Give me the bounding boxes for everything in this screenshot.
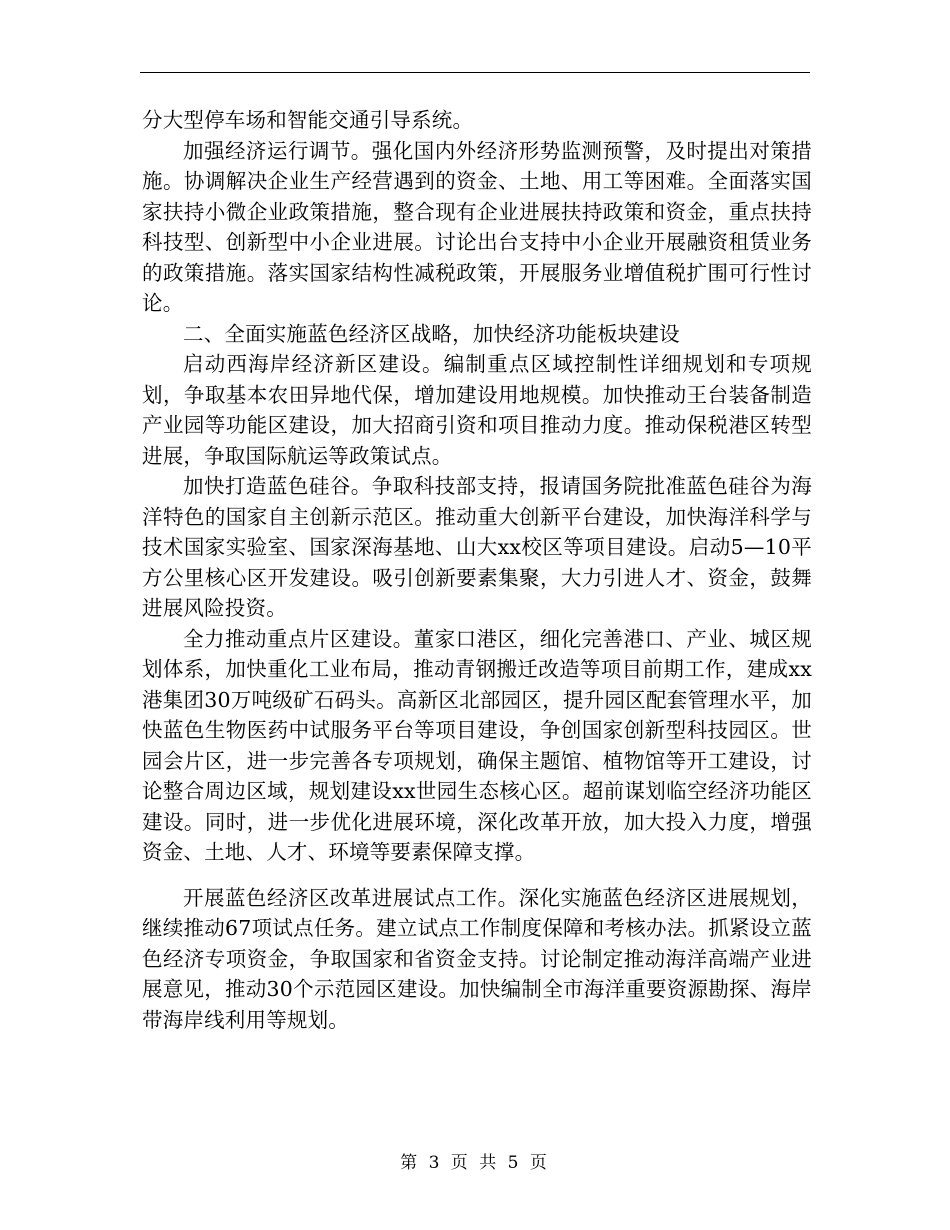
page-number-footer: 第 3 页 共 5 页 (400, 1153, 550, 1173)
section-heading-two: 二、全面实施蓝色经济区战略，加快经济功能板块建设 (183, 321, 680, 346)
paragraph-continuation: 分大型停车场和智能交通引导系统。 (142, 108, 474, 132)
header-rule (140, 72, 810, 73)
paragraph-economic-regulation: 加强经济运行调节。强化国内外经济形势监测预警，及时提出对策措施。协调解决企业生产经营遇到的资金、土地、用工等困难。全面落实国家扶持小微企业政策措施，整合现有企业进展扶持政策和资金，重点扶持科技型、创新型中小企业进展。讨论出台支持中小企业开展融资租赁业务的政策措施。落实国家结构性减税政策，开展服务业增值税扩围可行性讨论。 (142, 138, 812, 315)
paragraph-west-coast-new-area: 启动西海岸经济新区建设。编制重点区域控制性详细规划和专项规划，争取基本农田异地代保，增加建设用地规模。加快推动王台装备制造产业园等功能区建设，加大招商引资和项目推动力度。推动保税港区转型进展，争取国际航运等政策试点。 (142, 352, 812, 468)
paragraph-key-districts: 全力推动重点片区建设。董家口港区，细化完善港口、产业、城区规划体系，加快重化工业布局，推动青钢搬迁改造等项目前期工作，建成xx港集团30万吨级矿石码头。高新区北部园区，提升园区配套管理水平，加快蓝色生物医药中试服务平台等项目建设，争创国家创新型科技园区。世园会片区，进一步完善各专项规划，确保主题馆、植物馆等开工建设，讨论整合周边区域，规划建设xx世园生态核心区。超前谋划临空经济功能区建设。同时，进一步优化进展环境，深化改革开放，加大投入力度，增强资金、土地、人才、环境等要素保障支撑。 (142, 626, 812, 864)
paragraph-blue-silicon-valley: 加快打造蓝色硅谷。争取科技部支持，报请国务院批准蓝色硅谷为海洋特色的国家自主创新示范区。推动重大创新平台建设，加快海洋科学与技术国家实验室、国家深海基地、山大xx校区等项目建设。启动5—10平方公里核心区开发建设。吸引创新要素集聚，大力引进人才、资金，鼓舞进展风险投资。 (142, 474, 812, 620)
paragraph-reform-pilot: 开展蓝色经济区改革进展试点工作。深化实施蓝色经济区进展规划，继续推动67项试点任务。建立试点工作制度保障和考核办法。抓紧设立蓝色经济专项资金，争取国家和省资金支持。讨论制定推动海洋高端产业进展意见，推动30个示范园区建设。加快编制全市海洋重要资源勘探、海岸带海岸线利用等规划。 (142, 885, 812, 1032)
document-body (142, 105, 812, 1035)
